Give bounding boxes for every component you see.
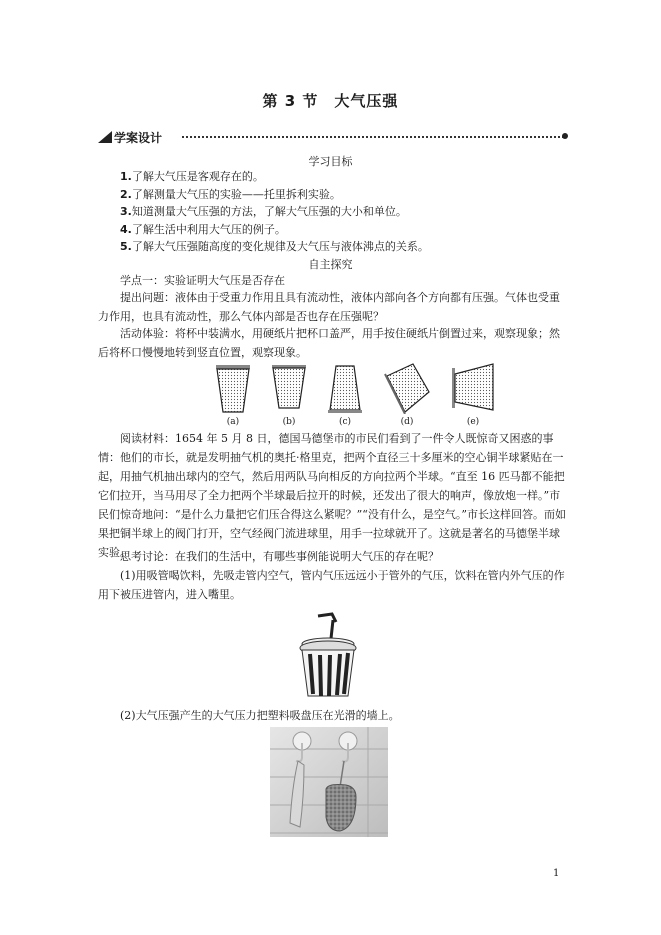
suction-hook-photo	[270, 727, 388, 837]
objectives-heading: 学习目标	[308, 155, 353, 168]
section-dotted-rule	[182, 136, 564, 138]
cup-e-illustration	[449, 362, 497, 414]
objectives-list	[120, 168, 560, 256]
section-label: 学案设计	[114, 131, 163, 145]
discussion-paragraph: 思考讨论：在我们的生活中，有哪些事例能说明大气压的存在呢？	[120, 550, 439, 563]
objective-item: 2.了解测量大气压的实验——托里拆利实验。	[120, 187, 341, 201]
example2-paragraph: (2)大气压强产生的大气压力把塑料吸盘压在光滑的墙上。	[120, 709, 400, 722]
page-number: 1	[553, 868, 560, 879]
objective-item: 5.了解大气压强随高度的变化规律及大气压与液体沸点的关系。	[120, 240, 429, 253]
cup-c-illustration	[327, 362, 363, 414]
reading-paragraph: 阅读材料：1654 年 5 月 8 日，德国马德堡市的市民们看到了一件令人既惊奇又困惑的事情：他们的市长，就是发明抽气机的奥托·格里克，把两个直径三十多厘米的空心铜半球紧贴在一起，用抽气机抽出球内的空气，然后用两队马向相反的方向拉两个半球。“直至 16 匹马都不能把它们拉开，当马用尽了全力把两个半球最后拉开的时候，还发出了很大的响声，像放炮一样。”市民们惊奇地问：“是什么力量把它们压合得这么紧呢？”“没有什么，是空气。”市长这样回答。而如果把铜半球上的阀门打开，空气经阀门流进球里，用手一拉球就开了。这就是著名的马德堡半球实验。	[98, 432, 566, 559]
point1-heading: 学点一：实验证明大气压是否存在	[120, 274, 285, 287]
figure-label-a: (a)	[226, 417, 240, 427]
section-header	[98, 129, 568, 145]
drink-cup-straw-illustration	[296, 612, 360, 702]
cup-a-illustration	[215, 362, 251, 414]
cup-d-illustration	[383, 362, 431, 414]
objective-item: 1.了解大气压是客观存在的。	[120, 170, 264, 183]
objective-item: 3.知道测量大气压强的方法，了解大气压强的大小和单位。	[120, 205, 407, 218]
page-title: 第 3 节 大气压强	[262, 92, 399, 110]
section-triangle-icon	[98, 131, 112, 143]
figure-label-d: (d)	[400, 417, 414, 427]
figure-label-e: (e)	[466, 417, 480, 427]
cup-experiment-figure	[205, 362, 505, 432]
cup-b-illustration	[271, 362, 307, 414]
objective-item: 4.了解生活中利用大气压的例子。	[120, 222, 286, 236]
section-end-dot-icon	[562, 133, 568, 139]
example1-paragraph: (1)用吸管喝饮料，先吸走管内空气，管内气压远远小于管外的气压，饮料在管内外气压的作用下被压进管内，进入嘴里。	[98, 569, 565, 601]
activity-paragraph: 活动体验：将杯中装满水，用硬纸片把杯口盖严，用手按住硬纸片倒置过来，观察现象；然后将杯口慢慢地转到竖直位置，观察现象。	[98, 327, 560, 359]
explore-heading: 自主探究	[308, 258, 353, 271]
question-paragraph: 提出问题：液体由于受重力作用且具有流动性，液体内部向各个方向都有压强。气体也受重力作用，也具有流动性，那么气体内部是否也存在压强呢？	[98, 291, 560, 323]
figure-label-b: (b)	[282, 417, 296, 427]
figure-label-c: (c)	[338, 417, 352, 427]
